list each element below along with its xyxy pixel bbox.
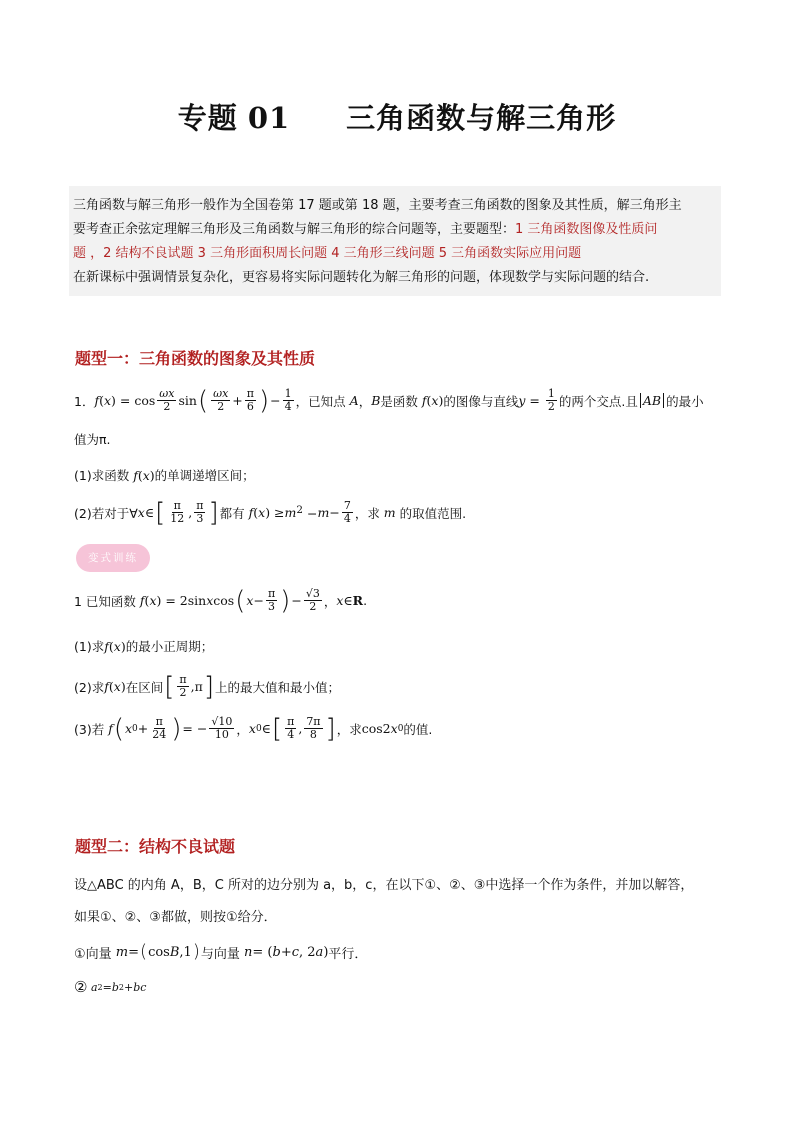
title-text: 三角函数与解三角形 xyxy=(346,101,617,135)
title-label: 专题 xyxy=(177,101,238,135)
condition-1: ①向量 m = ( cos B ,1 ) 与向量 n = ( b + c , 2 a ) 平行． xyxy=(74,941,368,962)
question-1-line-2: 值为π. xyxy=(74,432,111,447)
page-title xyxy=(0,96,794,137)
variant-1-part-3: (3)若 f ( x 0 + $\frac{\pi}{24}$ ) = − $\frac{√10}{10}$ ， x 0 ∈ [ $\frac{\pi}{4}$ , $\frac{7\pi}{8}$ ] ，求 cos2 x 0 的值. xyxy=(74,713,433,744)
title-number: 01 xyxy=(247,101,291,135)
section-2-line-1: 设△ABC 的内角 A，B，C 所对的边分别为 a，b，c，在以下①、②、③中选择一个作为条件，并加以解答， xyxy=(74,878,694,893)
question-1-line-1: 1． f ( x ) = cos $\frac{\omega x}{2}$ sin ( $\frac{\omega x}{2}$ + $\frac{\pi}{6}$ ) − $\frac{1}{4}$ ，已知点 A ， B 是函数 f ( x ) 的图像与直线 y = $\frac{1}{2}$ 的两个交点.且 AB 的最小 xyxy=(74,385,704,416)
question-1-part-2: (2)若对于∀ x ∈ [ $\frac{\pi}{12}$ , $\frac{\pi}{3}$ ] 都有 f ( x ) ≥ m $^2$ − m − $\frac{7}{4}$ ，求 m 的取值范围. xyxy=(74,497,467,528)
variant-1-part-2: (2)求 f ( x ) 在区间 [ $\frac{\pi}{2}$ ,π ] 上的最大值和最小值； xyxy=(74,671,340,702)
variant-1-line: 1 已知函数 f ( x ) = 2sin x cos ( x − $\frac{\pi}{3}$ ) − $\frac{√3}{2}$ ， x ∈ R . xyxy=(74,585,368,616)
intro-line-4: 在新课标中强调情景复杂化，更容易将实际问题转化为解三角形的问题，体现数学与实际问题的结合. xyxy=(73,270,650,285)
condition-2: ② a 2 = b 2 + bc xyxy=(74,978,147,996)
intro-line-3: 题 ，2 结构不良试题 3 三角形面积周长问题 4 三角形三线问题 5 三角函数实际应用问题 xyxy=(73,246,582,261)
intro-line-1: 三角函数与解三角形一般作为全国卷第 17 题或第 18 题，主要考查三角函数的图象及其性质，解三角形主 xyxy=(73,198,682,213)
formula-f-cos-sin: f xyxy=(94,393,100,408)
section-heading-2: 题型二：结构不良试题 xyxy=(75,837,236,856)
question-1-part-1: (1)求函数 f ( x ) 的单调递增区间； xyxy=(74,467,255,483)
section-2-line-2: 如果①、②、③都做，则按①给分． xyxy=(74,910,277,925)
intro-line-2: 要考查正余弦定理解三角形及三角函数与解三角形的综合问题等，主要题型：1 三角函数图像及性质问 xyxy=(73,222,658,237)
section-heading-1: 题型一：三角函数的图象及其性质 xyxy=(75,349,316,368)
variant-training-badge: 变式训练 xyxy=(76,544,150,572)
intro-box xyxy=(69,186,721,296)
variant-1-part-1: (1)求 f ( x ) 的最小正周期； xyxy=(74,638,214,654)
